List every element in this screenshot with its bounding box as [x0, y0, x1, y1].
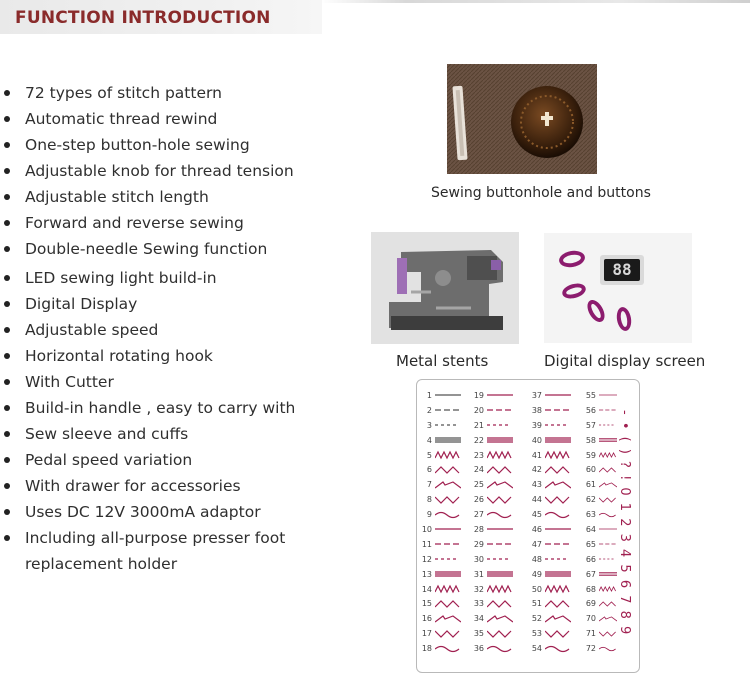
stitch-row	[471, 626, 513, 641]
stitch-column-4	[583, 388, 617, 656]
stitch-pattern-icon	[599, 420, 617, 430]
feature-item: Adjustable speed	[0, 317, 320, 343]
stitch-number: 22	[473, 435, 484, 445]
stitch-pattern-icon	[545, 510, 571, 520]
stitch-row	[419, 418, 461, 433]
stitch-number: 43	[531, 480, 542, 490]
stitch-number: 5	[426, 450, 432, 460]
stitch-pattern-icon	[599, 644, 617, 654]
stitch-number: 46	[531, 524, 542, 534]
feature-item: With Cutter	[0, 369, 320, 395]
display-readout: 88	[612, 260, 632, 279]
feature-item: Horizontal rotating hook	[0, 343, 320, 369]
stitch-number: 51	[531, 599, 542, 609]
stitch-pattern-icon	[487, 629, 513, 639]
stitch-number: 50	[531, 584, 542, 594]
stitch-row	[583, 462, 617, 477]
stitch-number: 18	[421, 644, 432, 654]
stitch-pattern-icon	[435, 405, 461, 415]
stitch-column-1	[419, 388, 461, 656]
stitch-number: 69	[585, 599, 596, 609]
stitch-pattern-icon	[487, 554, 513, 564]
stitch-number: 20	[473, 405, 484, 415]
stitch-number: 66	[585, 554, 596, 564]
stitch-pattern-icon	[545, 405, 571, 415]
stitch-number: 34	[473, 614, 484, 624]
stitch-number: 64	[585, 524, 596, 534]
stitch-number: 6	[426, 465, 432, 475]
feature-item: LED sewing light build-in	[0, 265, 320, 291]
stitch-row	[529, 507, 571, 522]
stitch-number: 58	[585, 435, 596, 445]
metal-stents-photo	[371, 232, 519, 344]
stitch-column-3	[529, 388, 571, 656]
stitch-number: 72	[585, 644, 596, 654]
stitch-pattern-icon	[599, 524, 617, 534]
stitch-pattern-icon	[487, 465, 513, 475]
stitch-number: 48	[531, 554, 542, 564]
stitch-number: 47	[531, 539, 542, 549]
stitch-row	[529, 641, 571, 656]
stitch-row	[471, 507, 513, 522]
stitch-number: 36	[473, 644, 484, 654]
stitch-number: 19	[473, 390, 484, 400]
stitch-pattern-icon	[599, 450, 617, 460]
stitch-pattern-icon	[545, 495, 571, 505]
stitch-row	[471, 448, 513, 463]
stitch-row	[471, 611, 513, 626]
stitch-pattern-icon	[435, 539, 461, 549]
feature-item: Sew sleeve and cuffs	[0, 421, 320, 447]
stitch-row	[471, 433, 513, 448]
stitch-pattern-icon	[545, 450, 571, 460]
stitch-pattern-icon	[545, 584, 571, 594]
stitch-pattern-icon	[599, 569, 617, 579]
stitch-number: 40	[531, 435, 542, 445]
stitch-pattern-icon	[545, 629, 571, 639]
stitch-row	[529, 492, 571, 507]
stitch-pattern-icon	[599, 435, 617, 445]
stitch-row	[583, 582, 617, 597]
stitch-row	[419, 492, 461, 507]
stitch-row	[529, 611, 571, 626]
feature-item: Build-in handle , easy to carry with	[0, 395, 320, 421]
stitch-pattern-icon	[435, 644, 461, 654]
stitch-number: 38	[531, 405, 542, 415]
stitch-number: 25	[473, 480, 484, 490]
stitch-row	[529, 596, 571, 611]
section-header	[0, 0, 322, 34]
stitch-pattern-icon	[435, 569, 461, 579]
stitch-row	[583, 388, 617, 403]
stitch-number: 35	[473, 629, 484, 639]
stitch-number: 28	[473, 524, 484, 534]
stitch-pattern-icon	[435, 465, 461, 475]
stitch-pattern-icon	[435, 524, 461, 534]
stitch-pattern-icon	[487, 569, 513, 579]
stitch-pattern-icon	[545, 420, 571, 430]
stitch-pattern-icon	[545, 569, 571, 579]
stitch-row	[471, 567, 513, 582]
stitch-row	[529, 462, 571, 477]
feature-item: Pedal speed variation	[0, 447, 320, 473]
stitch-row	[471, 582, 513, 597]
stitch-row	[583, 641, 617, 656]
stitch-number: 15	[421, 599, 432, 609]
feature-list	[0, 80, 320, 577]
stitch-pattern-icon	[599, 599, 617, 609]
stitch-row	[471, 388, 513, 403]
stitch-number: 10	[421, 524, 432, 534]
buttonhole-caption: Sewing buttonhole and buttons	[431, 185, 651, 201]
stitch-number: 2	[426, 405, 432, 415]
stitch-number: 60	[585, 465, 596, 475]
stitch-pattern-icon	[599, 614, 617, 624]
stitch-number: 45	[531, 510, 542, 520]
stitch-number: 29	[473, 539, 484, 549]
stitch-row	[583, 507, 617, 522]
stitch-row	[471, 537, 513, 552]
stitch-pattern-icon	[435, 614, 461, 624]
stitch-pattern-icon	[435, 599, 461, 609]
stitch-number: 57	[585, 420, 596, 430]
feature-item: 72 types of stitch pattern	[0, 80, 320, 106]
stitch-pattern-icon	[487, 614, 513, 624]
stitch-pattern-icon	[599, 465, 617, 475]
stitch-row	[419, 611, 461, 626]
stitch-row	[471, 477, 513, 492]
stitch-pattern-icon	[545, 480, 571, 490]
stitch-row	[419, 462, 461, 477]
feature-item: Including all-purpose presser foot replacement holder	[0, 525, 320, 577]
stitch-row	[583, 492, 617, 507]
stitch-row	[583, 552, 617, 567]
stitch-row	[529, 477, 571, 492]
stitch-number: 59	[585, 450, 596, 460]
feature-item: Digital Display	[0, 291, 320, 317]
stitch-pattern-icon	[435, 554, 461, 564]
stitch-row	[419, 388, 461, 403]
stitch-row	[529, 418, 571, 433]
stitch-pattern-chart	[416, 379, 640, 673]
stitch-row	[419, 403, 461, 418]
stitch-pattern-icon	[435, 390, 461, 400]
stitch-row	[419, 433, 461, 448]
stitch-number: 31	[473, 569, 484, 579]
feature-item: Automatic thread rewind	[0, 106, 320, 132]
stitch-number: 63	[585, 510, 596, 520]
stitch-number: 52	[531, 614, 542, 624]
buttonhole-photo	[447, 64, 597, 174]
stitch-number: 13	[421, 569, 432, 579]
stitch-pattern-icon	[487, 390, 513, 400]
stitch-row	[583, 567, 617, 582]
stitch-row	[583, 418, 617, 433]
stitch-row	[419, 448, 461, 463]
stitch-row	[583, 611, 617, 626]
stitch-pattern-icon	[545, 614, 571, 624]
stitch-pattern-icon	[487, 584, 513, 594]
stitch-pattern-icon	[545, 435, 571, 445]
stitch-pattern-icon	[545, 599, 571, 609]
stitch-number: 8	[426, 495, 432, 505]
stitch-pattern-icon	[435, 435, 461, 445]
stitch-pattern-icon	[599, 554, 617, 564]
stitch-pattern-icon	[545, 524, 571, 534]
stitch-number: 70	[585, 614, 596, 624]
stitch-number: 33	[473, 599, 484, 609]
stitch-row	[529, 522, 571, 537]
stitch-pattern-icon	[435, 420, 461, 430]
stitch-row	[471, 641, 513, 656]
stitch-pattern-icon	[435, 510, 461, 520]
feature-item: Adjustable stitch length	[0, 184, 320, 210]
stitch-row	[419, 641, 461, 656]
stitch-row	[471, 492, 513, 507]
stitch-row	[471, 418, 513, 433]
stitch-number: 7	[426, 480, 432, 490]
stitch-number: 3	[426, 420, 432, 430]
stitch-pattern-icon	[487, 480, 513, 490]
stitch-number: 55	[585, 390, 596, 400]
stitch-pattern-icon	[435, 480, 461, 490]
stitch-pattern-icon	[599, 584, 617, 594]
stitch-row	[471, 552, 513, 567]
stitch-row	[471, 462, 513, 477]
stitch-number: 1	[426, 390, 432, 400]
stitch-number: 4	[426, 435, 432, 445]
top-divider-line	[320, 0, 750, 3]
feature-item: One-step button-hole sewing	[0, 132, 320, 158]
stitch-pattern-icon	[599, 539, 617, 549]
stitch-pattern-icon	[545, 390, 571, 400]
stitch-row	[583, 522, 617, 537]
stitch-row	[419, 507, 461, 522]
stitch-number: 65	[585, 539, 596, 549]
stitch-row	[529, 626, 571, 641]
stitch-pattern-icon	[545, 539, 571, 549]
stitch-pattern-icon	[487, 524, 513, 534]
stitch-number: 32	[473, 584, 484, 594]
stitch-row	[419, 477, 461, 492]
stitch-number: 44	[531, 495, 542, 505]
stitch-number: 9	[426, 510, 432, 520]
stitch-row	[583, 448, 617, 463]
stitch-pattern-icon	[487, 435, 513, 445]
stitch-row	[583, 433, 617, 448]
stitch-pattern-icon	[545, 465, 571, 475]
stitch-row	[419, 552, 461, 567]
stitch-column-2	[471, 388, 513, 656]
feature-item: Uses DC 12V 3000mA adaptor	[0, 499, 320, 525]
stitch-row	[471, 522, 513, 537]
digital-display-photo	[544, 233, 692, 343]
stitch-row	[529, 433, 571, 448]
stitch-row	[529, 552, 571, 567]
stitch-number: 11	[421, 539, 432, 549]
stitch-number: 42	[531, 465, 542, 475]
stitch-pattern-icon	[487, 644, 513, 654]
stitch-pattern-icon	[599, 480, 617, 490]
stitch-row	[471, 403, 513, 418]
stitch-row	[529, 403, 571, 418]
stitch-row	[583, 477, 617, 492]
stitch-pattern-icon	[599, 495, 617, 505]
stitch-number: 71	[585, 629, 596, 639]
stitch-pattern-icon	[545, 554, 571, 564]
stitch-pattern-icon	[487, 510, 513, 520]
stitch-number: 26	[473, 495, 484, 505]
feature-item: Forward and reverse sewing	[0, 210, 320, 236]
stitch-glyph-column	[617, 410, 631, 660]
section-title: FUNCTION INTRODUCTION	[15, 8, 271, 28]
stitch-row	[529, 388, 571, 403]
stitch-row	[529, 537, 571, 552]
stitch-number: 67	[585, 569, 596, 579]
stitch-number: 39	[531, 420, 542, 430]
stitch-number: 61	[585, 480, 596, 490]
stitch-number: 62	[585, 495, 596, 505]
stitch-row	[419, 596, 461, 611]
stitch-number: 21	[473, 420, 484, 430]
stitch-pattern-icon	[487, 405, 513, 415]
stitch-number: 30	[473, 554, 484, 564]
feature-item: Double-needle Sewing function	[0, 236, 320, 262]
stitch-pattern-icon	[599, 629, 617, 639]
stitch-number: 56	[585, 405, 596, 415]
stitch-number: 49	[531, 569, 542, 579]
stitch-number: 14	[421, 584, 432, 594]
stitch-row	[419, 522, 461, 537]
stitch-number: 12	[421, 554, 432, 564]
stitch-pattern-icon	[487, 599, 513, 609]
stitch-number: 41	[531, 450, 542, 460]
stitch-pattern-icon	[487, 539, 513, 549]
stitch-number: 54	[531, 644, 542, 654]
stitch-number: 23	[473, 450, 484, 460]
vertical-glyphs: - • ( ) ? ! 0 1 2 3 4 5 6 7 8 9	[617, 410, 632, 636]
stitch-pattern-icon	[435, 495, 461, 505]
feature-item: Adjustable knob for thread tension	[0, 158, 320, 184]
stitch-number: 27	[473, 510, 484, 520]
feature-item: With drawer for accessories	[0, 473, 320, 499]
stitch-row	[419, 626, 461, 641]
stitch-pattern-icon	[435, 629, 461, 639]
stitch-pattern-icon	[435, 450, 461, 460]
stitch-pattern-icon	[545, 644, 571, 654]
stitch-pattern-icon	[487, 495, 513, 505]
stitch-pattern-icon	[599, 390, 617, 400]
stitch-row	[583, 626, 617, 641]
stitch-row	[529, 582, 571, 597]
stitch-pattern-icon	[599, 510, 617, 520]
stitch-row	[529, 448, 571, 463]
stitch-row	[529, 567, 571, 582]
stitch-row	[471, 596, 513, 611]
stitch-number: 24	[473, 465, 484, 475]
stitch-pattern-icon	[599, 405, 617, 415]
stitch-number: 53	[531, 629, 542, 639]
stitch-number: 16	[421, 614, 432, 624]
stitch-row	[419, 537, 461, 552]
stitch-row	[419, 567, 461, 582]
stitch-number: 17	[421, 629, 432, 639]
stitch-row	[583, 537, 617, 552]
stitch-pattern-icon	[487, 450, 513, 460]
stitch-number: 37	[531, 390, 542, 400]
metal-stents-caption: Metal stents	[396, 352, 489, 370]
stitch-number: 68	[585, 584, 596, 594]
stitch-row	[583, 596, 617, 611]
stitch-row	[583, 403, 617, 418]
stitch-pattern-icon	[435, 584, 461, 594]
stitch-row	[419, 582, 461, 597]
stitch-pattern-icon	[487, 420, 513, 430]
digital-display-caption: Digital display screen	[544, 352, 706, 370]
